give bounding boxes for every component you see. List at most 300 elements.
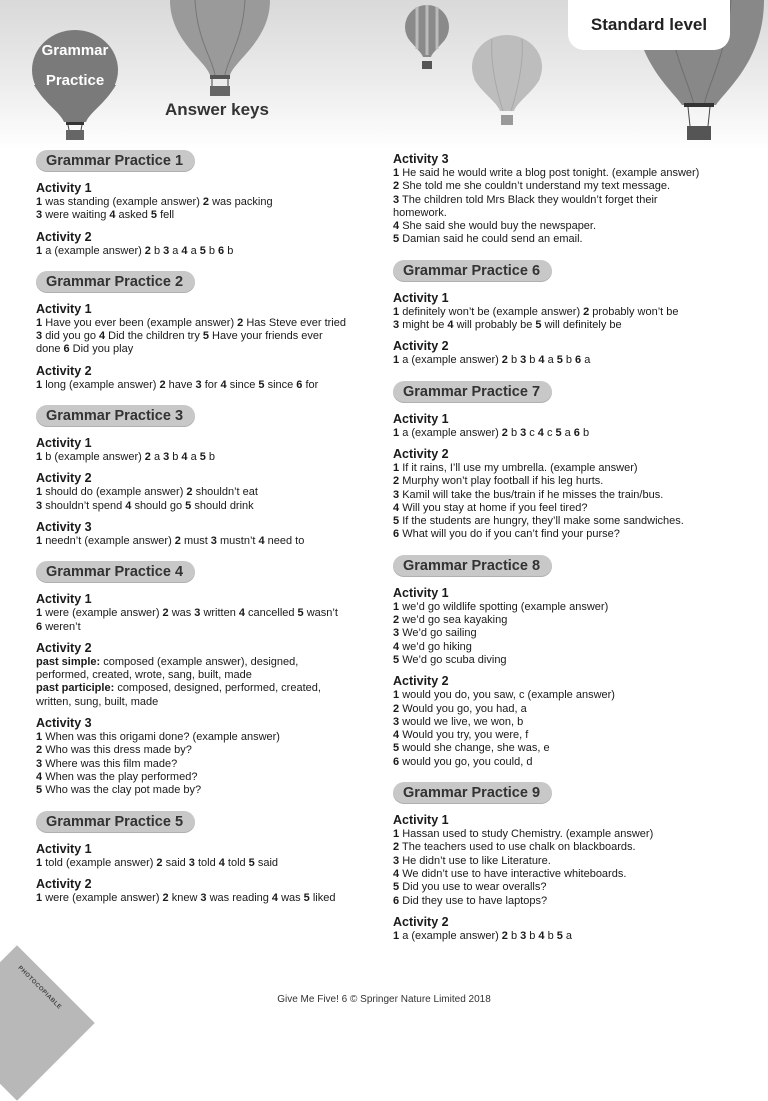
answer-number: 5 xyxy=(393,515,400,528)
answer-number: 3 xyxy=(393,627,400,640)
answer-line xyxy=(36,535,381,548)
activity-block xyxy=(36,230,381,258)
answer-line xyxy=(393,207,738,220)
answer-number: 1 xyxy=(36,244,43,257)
activity-title: Activity 2 xyxy=(36,640,92,655)
activity-block xyxy=(36,364,381,392)
answer-number: 1 xyxy=(393,167,400,179)
answer-text: Did the children try xyxy=(108,330,200,343)
section-heading: Grammar Practice 3 xyxy=(36,405,195,427)
answer-number: 5 xyxy=(556,929,563,942)
answer-text: would you do, you saw, c (example answer) xyxy=(402,689,615,702)
answer-number: past participle: xyxy=(36,682,115,695)
answer-number: 4 xyxy=(393,501,400,514)
answer-line xyxy=(393,703,738,716)
answer-number: 6 xyxy=(575,354,582,367)
answer-text: shouldn’t eat xyxy=(195,486,258,499)
answer-number: 3 xyxy=(210,534,217,547)
section-heading: Grammar Practice 9 xyxy=(393,782,552,804)
answer-number: 2 xyxy=(162,607,169,620)
answer-number: 2 xyxy=(237,316,244,329)
answer-text: liked xyxy=(312,891,336,904)
grammar-practice-section xyxy=(393,260,738,368)
grammar-practice-section xyxy=(36,811,381,906)
answer-line xyxy=(36,330,381,343)
activity-title: Activity 2 xyxy=(36,363,92,378)
answer-number: 3 xyxy=(36,757,43,770)
answer-text: Have you ever been (example answer) xyxy=(45,316,235,329)
answer-text: will probably be xyxy=(456,319,533,332)
answer-number: 5 xyxy=(199,451,206,464)
answer-line xyxy=(36,451,381,464)
grammar-practice-section xyxy=(393,381,738,542)
answer-number: 4 xyxy=(393,220,400,233)
level-tab: Standard level xyxy=(568,0,730,50)
answer-text: We’d go sailing xyxy=(402,627,477,640)
answer-line xyxy=(393,601,738,614)
answer-line xyxy=(393,233,738,246)
answer-number: 2 xyxy=(202,196,209,208)
answer-text: for xyxy=(204,378,218,391)
answer-line xyxy=(393,475,738,488)
answer-text: b xyxy=(510,354,518,367)
answer-number: 4 xyxy=(393,729,400,742)
answer-text: a (example answer) xyxy=(402,929,499,942)
answer-number: 1 xyxy=(393,305,400,318)
answer-text: definitely won’t be (example answer) xyxy=(402,305,581,318)
grammar-practice-section xyxy=(36,150,381,258)
answer-line xyxy=(36,758,381,771)
answer-text: said xyxy=(257,856,279,869)
answer-line xyxy=(36,343,381,356)
answer-text: said xyxy=(165,856,186,869)
answer-text: a xyxy=(564,426,571,439)
grammar-practice-section xyxy=(36,561,381,797)
answer-text: a xyxy=(172,244,179,257)
answer-line xyxy=(393,167,738,180)
answer-number: 2 xyxy=(174,534,181,547)
logo-grammar-text: Grammar xyxy=(41,42,109,59)
answer-number: 2 xyxy=(393,702,400,715)
answer-text: b xyxy=(510,929,518,942)
answer-text: was xyxy=(171,607,192,620)
answer-text: written xyxy=(203,607,236,620)
answer-text: cancelled xyxy=(248,607,295,620)
answer-number: 3 xyxy=(195,378,202,391)
answer-text: When was the play performed? xyxy=(45,770,198,783)
activity-block xyxy=(393,291,738,333)
answer-text: told xyxy=(197,856,216,869)
answer-number: 4 xyxy=(258,534,265,547)
answer-line xyxy=(36,500,381,513)
section-heading: Grammar Practice 1 xyxy=(36,150,195,172)
answer-number: 5 xyxy=(199,244,206,257)
answer-number: 1 xyxy=(393,426,400,439)
answer-number: 3 xyxy=(393,488,400,501)
answer-line xyxy=(393,515,738,528)
answer-line xyxy=(393,881,738,894)
activity-title: Activity 1 xyxy=(393,813,449,828)
answer-line xyxy=(393,528,738,541)
answer-number: 3 xyxy=(520,929,527,942)
activity-block xyxy=(36,436,381,464)
answer-number: 4 xyxy=(109,209,116,222)
answer-text: b xyxy=(529,929,536,942)
answer-line xyxy=(393,689,738,702)
left-column xyxy=(36,150,381,918)
answer-number: 4 xyxy=(537,426,544,439)
activity-block xyxy=(393,674,738,769)
answer-number: 3 xyxy=(36,330,43,343)
activity-title: Activity 2 xyxy=(36,876,92,891)
answer-text: knew xyxy=(171,891,198,904)
answer-text: Hassan used to study Chemistry. (example answer) xyxy=(402,828,654,841)
answer-line xyxy=(393,641,738,654)
activity-title: Activity 1 xyxy=(393,290,449,305)
answer-line xyxy=(36,857,381,870)
answer-text: we’d go hiking xyxy=(402,640,472,653)
activity-block xyxy=(393,339,738,367)
answer-number: 2 xyxy=(583,305,590,318)
answer-number: 5 xyxy=(150,209,157,222)
answer-text: Murphy won’t play football if his leg hurts. xyxy=(402,475,604,488)
activity-title: Activity 2 xyxy=(36,471,92,486)
answer-text: a xyxy=(190,244,197,257)
answer-line xyxy=(36,784,381,797)
answer-text: we’d go sea kayaking xyxy=(402,614,508,627)
answer-text: b xyxy=(510,426,518,439)
answer-line xyxy=(393,220,738,233)
answer-text: might be xyxy=(402,319,445,332)
answer-text: Will you stay at home if you feel tired? xyxy=(402,501,588,514)
answer-line xyxy=(393,614,738,627)
answer-text: have xyxy=(168,378,193,391)
answer-text: If the students are hungry, they’ll make some sandwiches. xyxy=(402,515,684,528)
answer-line xyxy=(36,209,381,222)
answer-line xyxy=(393,627,738,640)
answer-line xyxy=(393,654,738,667)
activity-block xyxy=(36,641,381,709)
answer-line xyxy=(393,828,738,841)
answer-line xyxy=(393,194,738,207)
answer-line xyxy=(36,731,381,744)
answer-line xyxy=(393,319,738,332)
answer-number: 5 xyxy=(393,233,400,246)
answer-number: past simple: xyxy=(36,655,101,668)
answer-number: 3 xyxy=(36,499,43,512)
answer-text: a xyxy=(584,354,591,367)
answer-text: would she change, she was, e xyxy=(402,742,550,755)
answer-text: will definitely be xyxy=(544,319,622,332)
answer-number: 1 xyxy=(36,731,43,744)
right-column xyxy=(393,150,738,956)
answer-text: She said she would buy the newspaper. xyxy=(402,220,597,233)
answer-line xyxy=(393,306,738,319)
answer-line xyxy=(393,716,738,729)
activity-block xyxy=(36,592,381,634)
answer-line xyxy=(393,180,738,193)
answer-number: 6 xyxy=(63,343,70,356)
answer-text: We didn’t use to have interactive whiteboards. xyxy=(402,867,627,880)
answer-number: 4 xyxy=(393,867,400,880)
answer-text: were (example answer) xyxy=(45,891,160,904)
answer-number: 2 xyxy=(36,744,43,757)
answer-text: for xyxy=(305,378,319,391)
answer-text: c xyxy=(546,426,553,439)
answer-number: 6 xyxy=(393,755,400,768)
answer-number: 6 xyxy=(36,620,43,633)
answer-number: 1 xyxy=(393,354,400,367)
answer-text: composed (example answer), designed, xyxy=(103,655,299,668)
answer-text: were waiting xyxy=(45,209,107,222)
answer-number: 2 xyxy=(393,475,400,488)
answer-text: b xyxy=(582,426,590,439)
answer-line xyxy=(393,462,738,475)
answer-line xyxy=(393,742,738,755)
answer-number: 2 xyxy=(501,426,508,439)
grammar-practice-section xyxy=(36,405,381,548)
answer-line xyxy=(393,930,738,943)
answer-number: 4 xyxy=(36,770,43,783)
answer-number: 2 xyxy=(162,891,169,904)
answer-text: should do (example answer) xyxy=(45,486,184,499)
answer-text: a (example answer) xyxy=(402,354,499,367)
answer-text: a xyxy=(153,451,161,464)
answer-text: homework. xyxy=(393,206,447,219)
activity-title: Activity 1 xyxy=(36,181,92,195)
answer-number: 1 xyxy=(36,607,43,620)
answer-number: 3 xyxy=(188,856,195,869)
answer-text: was packing xyxy=(212,196,273,208)
answer-number: 5 xyxy=(297,607,304,620)
answer-text: must xyxy=(183,534,208,547)
photocopiable-corner xyxy=(0,945,95,1101)
activity-title: Activity 1 xyxy=(36,592,92,607)
answer-text: b xyxy=(208,244,216,257)
answer-number: 1 xyxy=(36,378,43,391)
activity-title: Activity 1 xyxy=(36,841,92,856)
answer-number: 4 xyxy=(181,451,188,464)
activity-title: Activity 1 xyxy=(393,411,449,426)
answer-line xyxy=(393,868,738,881)
answer-text: He said he would write a blog post tonight. (example answer) xyxy=(402,167,700,179)
answer-text: composed, designed, performed, created, xyxy=(117,682,321,695)
answer-number: 4 xyxy=(218,856,225,869)
answer-text: need to xyxy=(267,534,305,547)
answer-text: a xyxy=(547,354,554,367)
answer-number: 2 xyxy=(144,244,151,257)
answer-number: 6 xyxy=(218,244,225,257)
logo-practice-text: Practice xyxy=(45,72,105,89)
answer-number: 3 xyxy=(393,854,400,867)
answer-text: She told me she couldn’t understand my text message. xyxy=(402,180,671,193)
activity-block xyxy=(393,412,738,440)
answer-number: 1 xyxy=(393,929,400,942)
answer-line xyxy=(393,855,738,868)
answer-text: Kamil will take the bus/train if he misses the train/bus. xyxy=(402,488,664,501)
answer-number: 5 xyxy=(555,426,562,439)
answer-line xyxy=(36,196,381,209)
answer-number: 1 xyxy=(36,534,43,547)
answer-text: a xyxy=(190,451,197,464)
answer-text: was reading xyxy=(209,891,269,904)
answer-text: needn’t (example answer) xyxy=(45,534,172,547)
activity-title: Activity 3 xyxy=(36,716,92,731)
answer-text: fell xyxy=(160,209,175,222)
answer-text: b (example answer) xyxy=(45,451,142,464)
answer-line xyxy=(393,502,738,515)
hot-air-balloon-icon xyxy=(403,5,451,71)
answer-text: wasn’t xyxy=(306,607,338,620)
hot-air-balloon-icon xyxy=(470,35,544,127)
activity-title: Activity 1 xyxy=(36,436,92,451)
answer-number: 1 xyxy=(393,461,400,474)
activity-title: Activity 3 xyxy=(36,519,92,534)
answer-number: 1 xyxy=(36,486,43,499)
answer-text: Has Steve ever tried xyxy=(246,316,346,329)
answer-number: 5 xyxy=(393,653,400,666)
answer-line xyxy=(393,729,738,742)
answer-text: done xyxy=(36,343,61,356)
answer-text: long (example answer) xyxy=(45,378,157,391)
answer-text: We’d go scuba diving xyxy=(402,653,507,666)
answer-number: 6 xyxy=(573,426,580,439)
answer-text: would you go, you could, d xyxy=(402,755,533,768)
activity-title: Activity 2 xyxy=(393,914,449,929)
answer-number: 5 xyxy=(202,330,209,343)
answer-line xyxy=(36,669,381,682)
answer-number: 5 xyxy=(393,881,400,894)
grammar-practice-section xyxy=(393,555,738,769)
answer-text: c xyxy=(529,426,535,439)
answer-text: Did they use to have laptops? xyxy=(402,894,548,907)
answer-number: 1 xyxy=(36,451,43,464)
answer-number: 5 xyxy=(303,891,310,904)
activity-block xyxy=(393,813,738,908)
answer-number: 5 xyxy=(393,742,400,755)
answer-number: 4 xyxy=(393,640,400,653)
grammar-practice-section xyxy=(393,782,738,943)
answer-number: 4 xyxy=(271,891,279,904)
section-heading: Grammar Practice 5 xyxy=(36,811,195,833)
section-heading: Grammar Practice 2 xyxy=(36,271,195,293)
activity-block xyxy=(36,302,381,357)
answer-text: told (example answer) xyxy=(45,856,154,869)
answer-number: 3 xyxy=(520,354,527,367)
footer-copyright: Give Me Five! 6 © Springer Nature Limited 2018 xyxy=(277,994,491,1005)
answer-text: He didn’t use to like Literature. xyxy=(402,854,551,867)
photocopiable-label: PHOTOCOPIABLE xyxy=(16,965,63,1011)
answer-number: 1 xyxy=(36,856,43,869)
answer-text: Did you use to wear overalls? xyxy=(402,881,547,894)
answer-number: 1 xyxy=(36,196,43,208)
answer-text: shouldn’t spend xyxy=(45,499,123,512)
answer-number: 5 xyxy=(258,378,265,391)
answer-text: a (example answer) xyxy=(402,426,499,439)
answer-text: What will you do if you can’t find your purse? xyxy=(402,528,620,541)
answer-number: 1 xyxy=(393,689,400,702)
activity-title: Activity 3 xyxy=(393,152,449,166)
answer-number: 5 xyxy=(535,319,542,332)
answer-text: did you go xyxy=(45,330,96,343)
answer-number: 4 xyxy=(181,244,188,257)
answer-number: 6 xyxy=(393,528,400,541)
answer-number: 3 xyxy=(36,209,43,222)
answer-text: Did you play xyxy=(72,343,134,356)
answer-text: were (example answer) xyxy=(45,607,160,620)
answer-line xyxy=(36,696,381,709)
answer-number: 2 xyxy=(144,451,151,464)
answer-number: 2 xyxy=(186,486,193,499)
answer-line xyxy=(36,607,381,620)
answer-number: 3 xyxy=(393,715,400,728)
answer-number: 2 xyxy=(393,614,400,627)
answer-text: b xyxy=(172,451,179,464)
answer-line xyxy=(36,682,381,695)
answer-line xyxy=(36,744,381,757)
answer-number: 3 xyxy=(194,607,201,620)
activity-title: Activity 2 xyxy=(393,674,449,689)
answer-number: 3 xyxy=(520,426,527,439)
activity-block xyxy=(393,447,738,542)
answer-text: The children told Mrs Black they wouldn’t forget their xyxy=(401,193,658,206)
answer-line xyxy=(393,841,738,854)
answer-text: b xyxy=(529,354,536,367)
section-heading: Grammar Practice 6 xyxy=(393,260,552,282)
answer-line xyxy=(393,756,738,769)
answer-text: told xyxy=(227,856,246,869)
answer-text: performed, created, wrote, sang, built, made xyxy=(36,669,252,682)
answer-line xyxy=(393,427,738,440)
section-heading: Grammar Practice 7 xyxy=(393,381,552,403)
answer-text: Would you try, you were, f xyxy=(402,729,529,742)
activity-block xyxy=(36,716,381,797)
answer-number: 2 xyxy=(156,856,163,869)
answer-text: should go xyxy=(134,499,183,512)
answer-text: weren’t xyxy=(45,620,81,633)
answer-text: would we live, we won, b xyxy=(402,715,524,728)
answer-number: 6 xyxy=(296,378,303,391)
answer-text: Would you go, you had, a xyxy=(402,702,527,715)
answer-line xyxy=(36,486,381,499)
answer-text: should drink xyxy=(194,499,254,512)
answer-text: since xyxy=(229,378,256,391)
answer-number: 3 xyxy=(393,319,400,332)
answer-number: 5 xyxy=(556,354,563,367)
answer-number: 4 xyxy=(220,378,227,391)
answer-text: Who was the clay pot made by? xyxy=(45,784,202,797)
page-title: Answer keys xyxy=(165,100,269,119)
answer-line xyxy=(393,489,738,502)
answer-text: we’d go wildlife spotting (example answer) xyxy=(402,600,609,613)
answer-text: was standing (example answer) xyxy=(45,196,200,208)
activity-title: Activity 2 xyxy=(36,229,92,244)
answer-line xyxy=(36,245,381,258)
answer-number: 3 xyxy=(163,451,170,464)
grammar-practice-section xyxy=(393,152,738,247)
answer-text: b xyxy=(565,354,573,367)
answer-number: 4 xyxy=(447,319,454,332)
answer-text: probably won’t be xyxy=(592,305,679,318)
answer-text: If it rains, I’ll use my umbrella. (example answer) xyxy=(402,461,638,474)
answer-number: 2 xyxy=(393,180,400,193)
answer-text: Where was this film made? xyxy=(45,757,178,770)
answer-number: 4 xyxy=(538,354,545,367)
answer-text: a (example answer) xyxy=(45,244,142,257)
answer-number: 6 xyxy=(393,894,400,907)
answer-text: a xyxy=(565,929,573,942)
answer-number: 2 xyxy=(501,354,508,367)
